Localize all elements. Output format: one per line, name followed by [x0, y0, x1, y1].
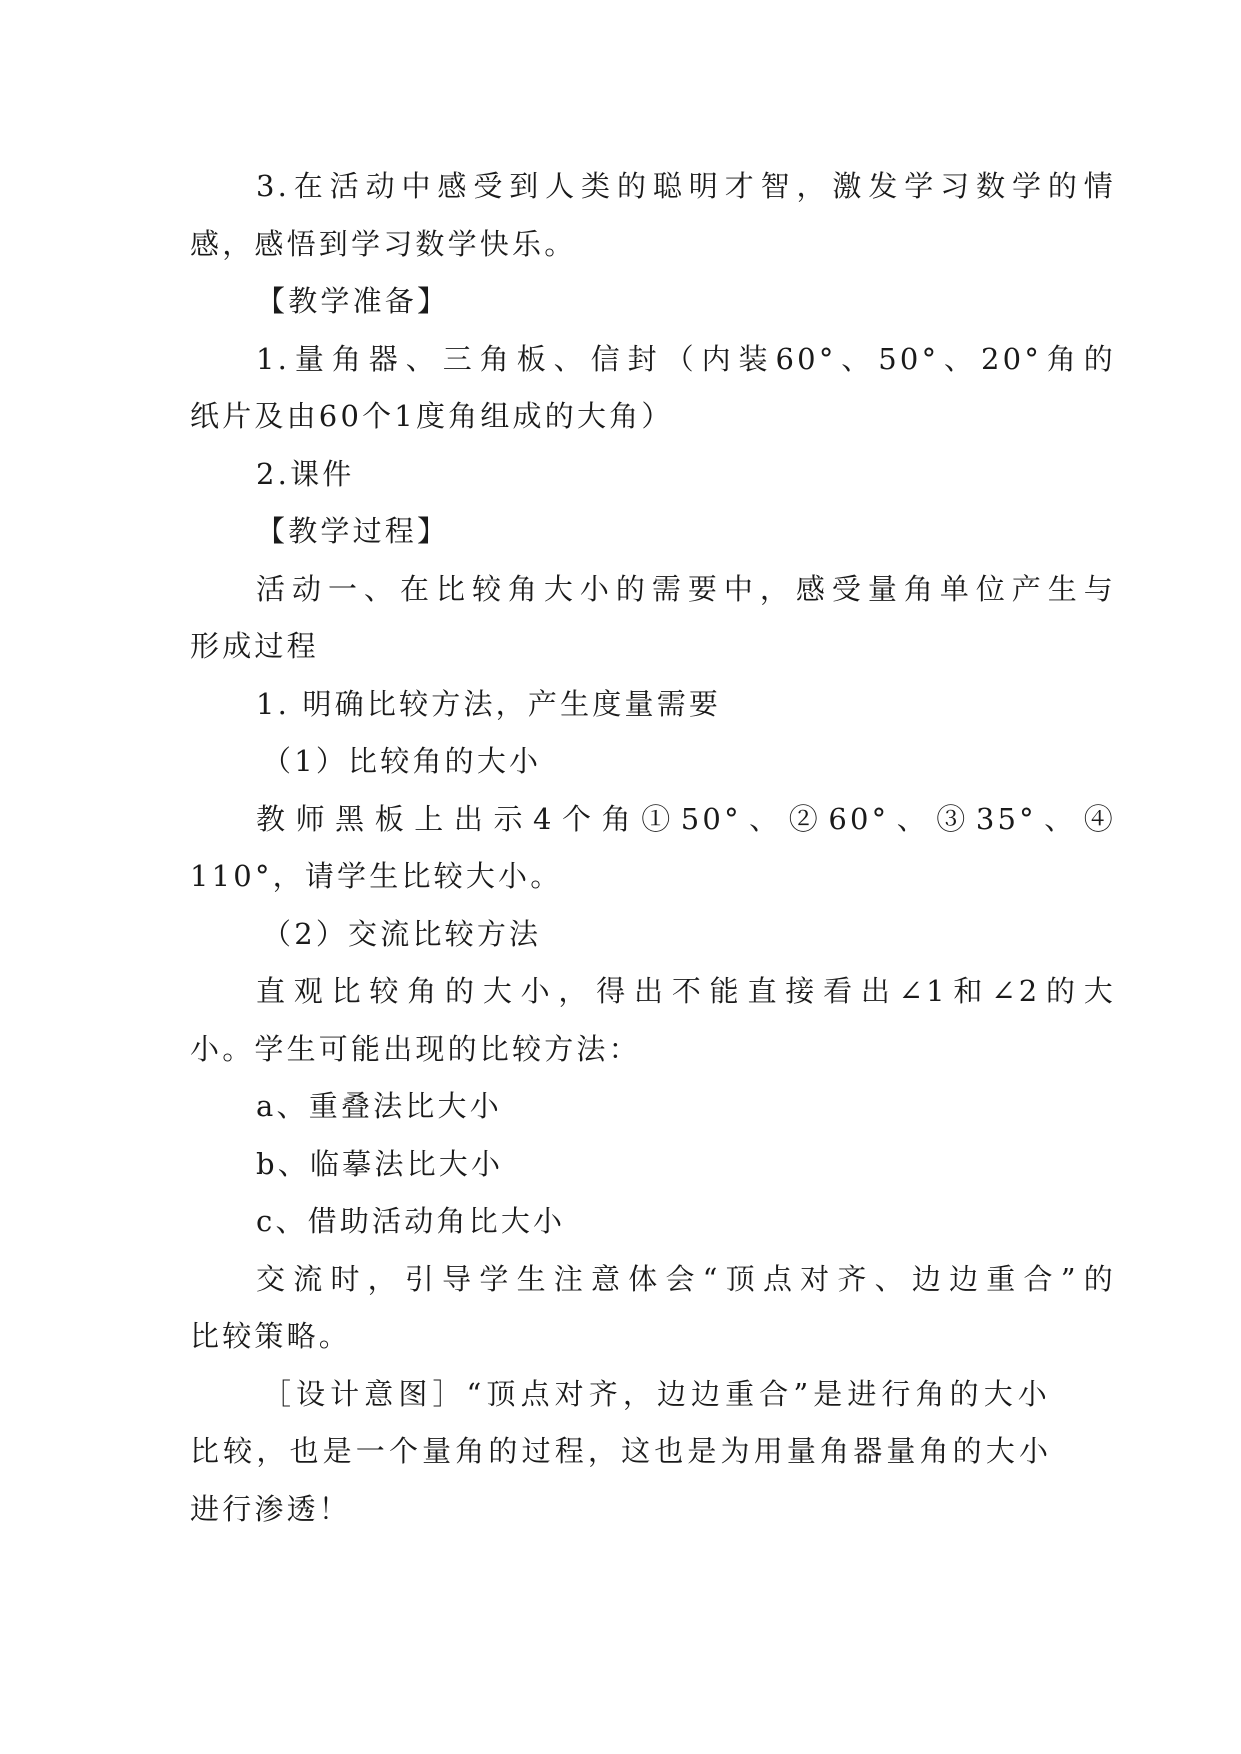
paragraph-line: 比较，也是一个量角的过程，这也是为用量角器量角的大小 — [190, 1434, 1050, 1468]
paragraph-line: 交流时，引导学生注意体会“顶点对齐、边边重合”的 — [256, 1262, 1116, 1296]
subheading: （2）交流比较方法 — [262, 917, 542, 951]
subheading: 1. 明确比较方法，产生度量需要 — [256, 687, 722, 721]
list-item: b、临摹法比大小 — [256, 1147, 504, 1181]
paragraph-line: 小。学生可能出现的比较方法： — [190, 1032, 641, 1066]
paragraph-line: 纸片及由60个1度角组成的大角） — [190, 399, 674, 433]
subheading: （1）比较角的大小 — [262, 744, 542, 778]
paragraph-line: 教师黑板上出示4个角①50°、②60°、③35°、④ — [256, 802, 1116, 836]
paragraph-line: 感，感悟到学习数学快乐。 — [190, 227, 577, 261]
section-heading: 【教学过程】 — [256, 514, 450, 548]
paragraph-line: 形成过程 — [190, 629, 319, 663]
paragraph-line: 3.在活动中感受到人类的聪明才智，激发学习数学的情 — [256, 169, 1116, 203]
list-item: a、重叠法比大小 — [256, 1089, 502, 1123]
paragraph-line: 1.量角器、三角板、信封（内装60°、50°、20°角的 — [256, 342, 1116, 376]
design-note-line: ［设计意图］“顶点对齐，边边重合”是进行角的大小 — [262, 1377, 1050, 1411]
section-heading: 【教学准备】 — [256, 284, 450, 318]
paragraph-line: 2.课件 — [256, 457, 355, 491]
paragraph-line: 110°，请学生比较大小。 — [190, 859, 563, 893]
paragraph-line: 进行渗透！ — [190, 1492, 352, 1526]
list-item: c、借助活动角比大小 — [256, 1204, 566, 1238]
paragraph-line: 比较策略。 — [190, 1319, 352, 1353]
paragraph-line: 活动一、在比较角大小的需要中，感受量角单位产生与 — [256, 572, 1116, 606]
paragraph-line: 直观比较角的大小，得出不能直接看出∠1和∠2的大 — [256, 974, 1116, 1008]
